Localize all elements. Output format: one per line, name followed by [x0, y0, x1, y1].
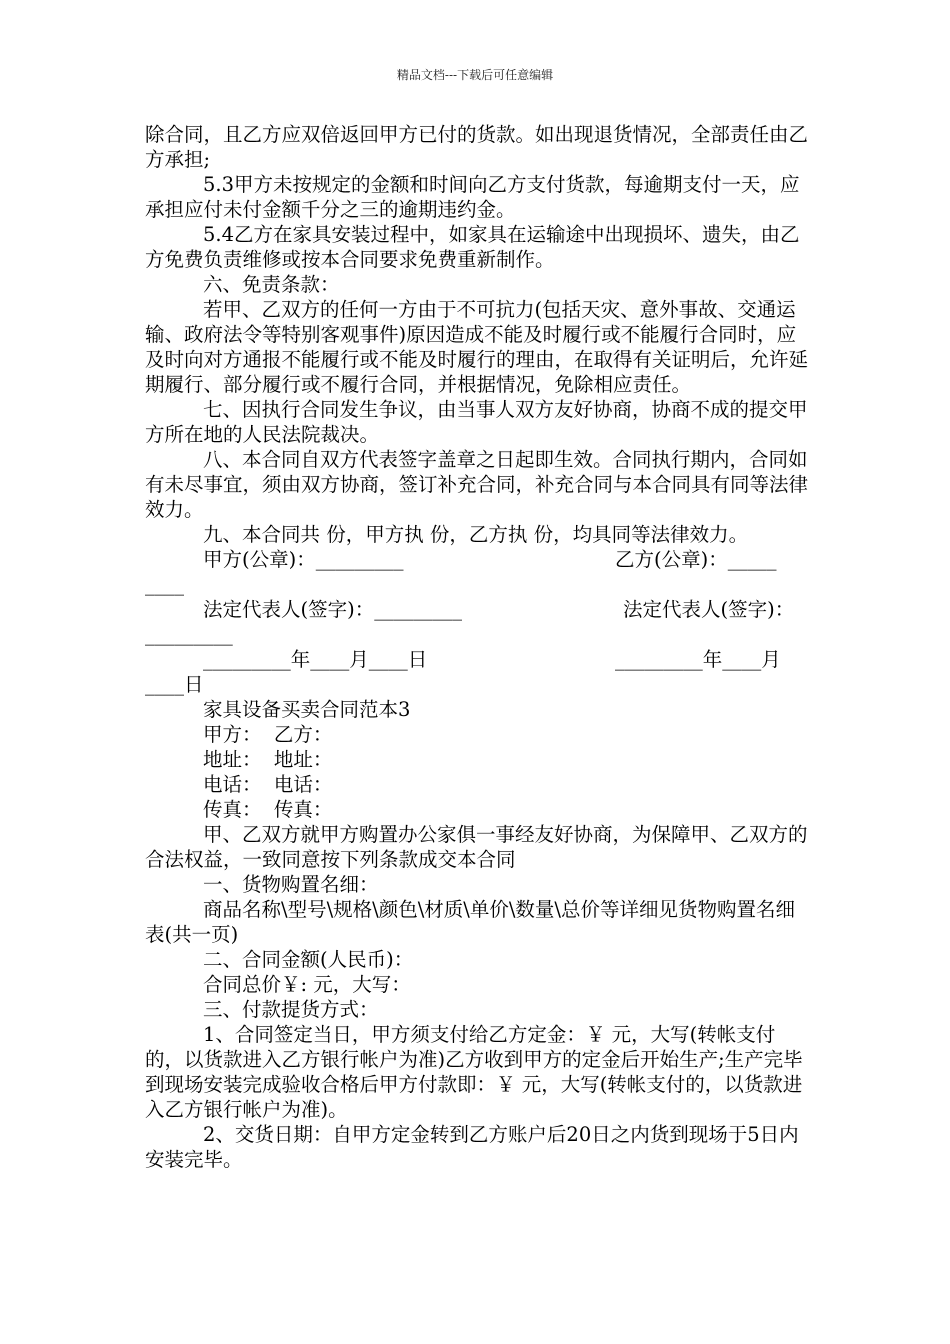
- party-b-date: _________年____月: [615, 648, 781, 671]
- clause-5-4: 5.4乙方在家具安装过程中，如家具在运输途中出现损坏、遗失，由乙方免费负责维修或按本合同要求免费重新制作。: [145, 223, 800, 271]
- paragraph-refund: 除合同，且乙方应双倍返回甲方已付的货款。如出现退货情况，全部责任由乙方承担;: [145, 123, 809, 171]
- section-3-title: 三、付款提货方式：: [203, 998, 379, 1021]
- address-line: 地址： 地址：: [203, 748, 333, 771]
- document-body: [145, 122, 810, 1172]
- section-9-paragraph: 九、本合同共 份，甲方执 份，乙方执 份，均具同等法律效力。: [203, 523, 749, 546]
- section-1-body: 商品名称\型号\规格\颜色\材质\单价\数量\总价等详细见货物购置名细表(共一页): [145, 898, 795, 946]
- section-7-paragraph: 七、因执行合同发生争议，由当事人双方友好协商，协商不成的提交甲方所在地的人民法院裁决。: [145, 398, 808, 446]
- party-a-date: _________年____月____日: [203, 648, 428, 671]
- representative-line-continued: _________: [145, 623, 233, 646]
- force-majeure-paragraph: 若甲、乙双方的任何一方由于不可抗力(包括天灾、意外事故、交通运输、政府法令等特别客观事件)原因造成不能及时履行或不能履行合同时，应及时向对方通报不能履行或不能及时履行的理由，在取得有关证明后，允许延期履行、部分履行或不履行合同，并根据情况，免除相应责任。: [145, 298, 809, 396]
- party-b-representative: 法定代表人(签字)：: [623, 598, 795, 621]
- date-line-continued: ____日: [145, 673, 204, 696]
- payment-item-1: 1、合同签定当日，甲方须支付给乙方定金：￥ 元，大写(转帐支付的，以货款进入乙方银行帐户为准)乙方收到甲方的定金后开始生产;生产完毕到现场安装完成验收合格后甲方付款即：￥ 元，大写(转帐支付的，以货款进入乙方银行帐户为准)。: [145, 1023, 803, 1121]
- party-a-seal: 甲方(公章)：_________: [203, 548, 404, 571]
- parties-line: 甲方： 乙方：: [203, 723, 333, 746]
- section-8-paragraph: 八、本合同自双方代表签字盖章之日起即生效。合同执行期内，合同如有未尽事宜，须由双方协商，签订补充合同，补充合同与本合同具有同等法律效力。: [145, 448, 809, 521]
- date-line: [145, 647, 810, 672]
- representative-line: [145, 597, 810, 622]
- party-a-representative: 法定代表人(签字)：_________: [203, 598, 462, 621]
- fax-line: 传真： 传真：: [203, 798, 333, 821]
- section-2-title: 二、合同金额(人民币)：: [203, 948, 414, 971]
- section-6-title: 六、免责条款：: [203, 273, 340, 296]
- party-b-seal: 乙方(公章)：_____: [615, 548, 777, 571]
- contract-3-title: 家具设备买卖合同范本3: [203, 698, 411, 721]
- phone-line: 电话： 电话：: [203, 773, 333, 796]
- clause-5-3: 5.3甲方未按规定的金额和时间向乙方支付货款，每逾期支付一天，应承担应付未付金额千分之三的逾期违约金。: [145, 173, 800, 221]
- seal-line-continued: ____: [145, 573, 184, 596]
- section-1-title: 一、货物购置名细：: [203, 873, 379, 896]
- contract-3-intro: 甲、乙双方就甲方购置办公家俱一事经友好协商，为保障甲、乙双方的合法权益，一致同意按下列条款成交本合同: [145, 823, 808, 871]
- section-2-body: 合同总价￥: 元，大写：: [203, 973, 411, 996]
- payment-item-2: 2、交货日期：自甲方定金转到乙方账户后20日之内货到现场于5日内安装完毕。: [145, 1123, 799, 1171]
- page-header: 精品文档---下载后可任意编辑: [396, 68, 554, 82]
- seal-line: [145, 547, 810, 572]
